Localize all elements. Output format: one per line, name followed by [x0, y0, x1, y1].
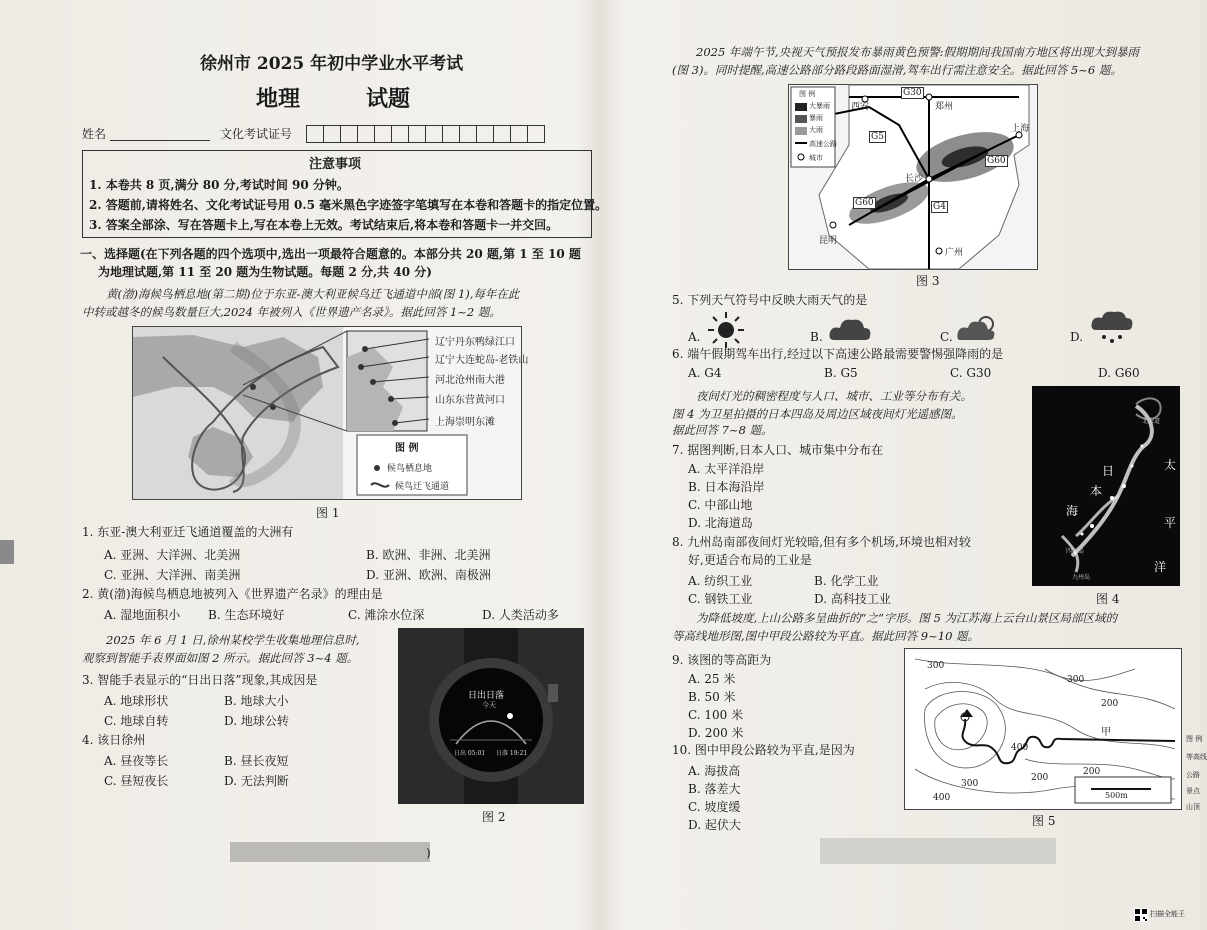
fig3-city-zhengzhou: 郑州	[935, 102, 954, 112]
fig4-label-ping: 平	[1164, 516, 1177, 530]
notice-box	[82, 150, 608, 238]
q2-option-b[interactable]: B. 生态环境好	[208, 608, 285, 622]
section-heading-line1: 一、选择题(在下列各题的四个选项中,选出一项最符合题意的。本部分共 20 题,第 1 至 10 题	[80, 247, 581, 261]
intro3-line1: 2025 年端午节,央视天气预报发布暴雨黄色预警:假期期间我国南方地区将出现大到暴雨	[696, 45, 1139, 59]
q6-option-d[interactable]: D. G60	[1098, 366, 1140, 380]
intro1-line1: 黄(渤)海候鸟栖息地(第二期)位于东亚-澳大利亚候鸟迁飞通道中部(图 1),每年在此	[106, 287, 520, 301]
fig1-site-1: 辽宁丹东鸭绿江口	[435, 337, 515, 348]
right-page	[670, 0, 1207, 900]
watch-sunrise: 日出 05:01	[454, 750, 486, 757]
q9-option-d[interactable]: D. 200 米	[688, 726, 744, 740]
subject-title: 地理	[256, 86, 301, 112]
fig4-label-ben: 本	[1090, 484, 1103, 498]
q5-stem: 5. 下列天气符号中反映大雨天气的是	[672, 293, 868, 307]
figure-1-caption: 图 1	[316, 506, 340, 520]
fig3-road-g60-east: G60	[987, 156, 1006, 166]
fig5-contour-label-3: 200	[1101, 699, 1119, 709]
fig5-contour-label-1: 300	[927, 661, 945, 671]
fig3-legend-heavy-storm: 大暴雨	[809, 102, 830, 110]
fig4-label-yang: 洋	[1154, 560, 1167, 574]
q6-option-a[interactable]: A. G4	[688, 366, 722, 380]
figure-4-night-lights	[1032, 386, 1180, 586]
scanner-watermark: 扫描全能王	[1150, 910, 1185, 918]
fig4-label-hokkaido: 北海道	[1142, 418, 1161, 425]
fig1-site-4: 山东东营黄河口	[435, 395, 505, 406]
fig5-road-label-jia: 甲	[1101, 727, 1111, 738]
q10-option-d[interactable]: D. 起伏大	[688, 818, 741, 832]
q7-stem: 7. 据图判断,日本人口、城市集中分布在	[672, 443, 884, 457]
q5-option-c[interactable]: C.	[940, 330, 953, 344]
figure-5-caption: 图 5	[1032, 814, 1056, 828]
figure-4-caption: 图 4	[1096, 592, 1120, 606]
fig3-legend-storm: 暴雨	[809, 114, 823, 122]
q10-option-c[interactable]: C. 坡度缓	[688, 800, 741, 814]
fig5-scale-label: 500m	[1105, 791, 1128, 800]
exam-title: 徐州市 2025 年初中学业水平考试	[200, 54, 464, 74]
left-page	[80, 0, 608, 900]
sun-icon	[706, 310, 746, 350]
fig3-legend-city: 城市	[809, 154, 823, 162]
intro3-line2: (图 3)。同时提醒,高速公路部分路段路面湿滑,驾车出行需注意安全。据此回答 5~6 题。	[672, 63, 1122, 77]
q1-option-d[interactable]: D. 亚洲、欧洲、南极洲	[366, 568, 491, 582]
q2-option-a[interactable]: A. 湿地面积小	[104, 608, 181, 622]
q1-option-b[interactable]: B. 欧洲、非洲、北美洲	[366, 548, 491, 562]
intro5-line1: 为降低坡度,上山公路多呈曲折的“之”字形。图 5 为江苏海上云台山景区局部区域的	[696, 611, 1118, 625]
overcast-cloud-icon	[828, 316, 872, 344]
fig5-contour-label-6: 300	[961, 779, 979, 789]
figure-2-svg	[398, 628, 584, 804]
figure-1-map	[132, 326, 529, 500]
partly-cloudy-icon	[956, 312, 1002, 344]
q5-option-b[interactable]: B.	[810, 330, 823, 344]
q8-option-c[interactable]: C. 钢铁工业	[688, 592, 753, 606]
q9-option-a[interactable]: A. 25 米	[688, 672, 736, 686]
figure-3-caption: 图 3	[916, 274, 940, 288]
q10-option-b[interactable]: B. 落差大	[688, 782, 741, 796]
fig5-contour-label-4: 200	[1083, 767, 1101, 777]
fig1-site-2: 辽宁大连蛇岛-老铁山	[435, 355, 529, 366]
q3-option-a[interactable]: A. 地球形状	[104, 694, 169, 708]
q4-option-b[interactable]: B. 昼长夜短	[224, 754, 289, 768]
figure-2-caption: 图 2	[482, 810, 506, 824]
q5-option-d[interactable]: D.	[1070, 330, 1084, 344]
q10-option-a[interactable]: A. 海拔高	[688, 764, 741, 778]
intro5-line2: 等高线地形图,图中甲段公路较为平直。据此回答 9~10 题。	[672, 629, 980, 643]
fig3-city-kunming: 昆明	[819, 236, 838, 246]
fig5-legend-scenic: 景点	[1186, 787, 1200, 795]
q4-option-d[interactable]: D. 无法判断	[224, 774, 289, 788]
fig1-legend-title: 图 例	[395, 443, 419, 454]
fig4-label-hai: 海	[1066, 504, 1079, 518]
q7-option-c[interactable]: C. 中部山地	[688, 498, 753, 512]
q9-stem: 9. 该图的等高距为	[672, 653, 772, 667]
intro1-line2: 中转或越冬的候鸟数量巨大,2024 年被列入《世界遗产名录》。据此回答 1~2 题。	[82, 305, 501, 319]
fig3-city-xian: 西安	[851, 102, 870, 112]
q4-option-c[interactable]: C. 昼短夜长	[104, 774, 169, 788]
figure-2-watch-photo	[398, 628, 584, 804]
page-number-strip	[230, 842, 430, 862]
name-label: 姓名	[82, 127, 107, 141]
notice-item-3: 3. 答案全部涂、写在答题卡上,写在本卷上无效。考试结束后,将本卷和答题卡一并交回。	[89, 218, 559, 232]
q7-option-a[interactable]: A. 太平洋沿岸	[688, 462, 765, 476]
notice-item-1: 1. 本卷共 8 页,满分 80 分,考试时间 90 分钟。	[89, 178, 349, 192]
fig3-road-g5: G5	[871, 132, 884, 142]
fig1-site-3: 河北沧州南大港	[435, 375, 505, 386]
q2-stem: 2. 黄(渤)海候鸟栖息地被列入《世界遗产名录》的理由是	[82, 587, 383, 601]
fig5-legend-road: 公路	[1186, 771, 1200, 779]
q6-option-c[interactable]: C. G30	[950, 366, 992, 380]
q8-option-a[interactable]: A. 纺织工业	[688, 574, 753, 588]
q2-option-c[interactable]: C. 滩涂水位深	[348, 608, 425, 622]
id-label: 文化考试证号	[220, 127, 293, 141]
fig4-label-ri: 日	[1102, 464, 1115, 478]
page-number-strip-right	[820, 838, 1056, 864]
watch-subtitle: 今天	[482, 701, 496, 709]
fig4-label-tai: 太	[1164, 458, 1177, 472]
fig1-legend-route: 候鸟迁飞通道	[395, 482, 450, 492]
fig3-city-shanghai: 上海	[1011, 124, 1030, 134]
subject-title-suffix: 试题	[366, 86, 411, 112]
fig5-contour-label-2: 300	[1067, 675, 1085, 685]
q10-stem: 10. 图中甲段公路较为平直,是因为	[672, 743, 855, 757]
q8-option-b[interactable]: B. 化学工业	[814, 574, 879, 588]
q7-option-b[interactable]: B. 日本海沿岸	[688, 480, 765, 494]
fig5-contour-label-5: 200	[1031, 773, 1049, 783]
intro4-line2: 图 4 为卫星拍摄的日本四岛及周边区域夜间灯光遥感图。	[672, 407, 963, 421]
q9-option-c[interactable]: C. 100 米	[688, 708, 744, 722]
fig3-road-g4: G4	[933, 202, 946, 212]
name-field[interactable]	[110, 140, 210, 141]
q2-option-d[interactable]: D. 人类活动多	[482, 608, 559, 622]
fig1-site-5: 上海崇明东滩	[435, 417, 495, 428]
fig3-road-g30: G30	[903, 88, 922, 98]
notice-item-2: 2. 答题前,请将姓名、文化考试证号用 0.5 毫米黑色字迹签字笔填写在本卷和答题卡的指定位置。	[89, 198, 608, 212]
fig5-contour-label-7: 400	[933, 793, 951, 803]
heavy-rain-icon	[1090, 310, 1134, 346]
q8-stem-line1: 8. 九州岛南部夜间灯光较暗,但有多个机场,环境也相对较	[672, 535, 971, 549]
q3-option-c[interactable]: C. 地球自转	[104, 714, 169, 728]
intro2-line1: 2025 年 6 月 1 日,徐州某校学生收集地理信息时,	[106, 633, 360, 647]
q7-option-d[interactable]: D. 北海道岛	[688, 516, 753, 530]
qr-code-icon	[1134, 908, 1148, 922]
fig4-label-shikoku: 四国岛	[1066, 548, 1085, 555]
fig5-contour-label-8: 400	[1011, 743, 1029, 753]
fig5-legend-peak: 山顶	[1186, 803, 1200, 811]
q5-option-a[interactable]: A.	[688, 330, 701, 344]
q6-option-b[interactable]: B. G5	[824, 366, 858, 380]
fig5-legend-title: 图 例	[1186, 735, 1203, 743]
edge-mark	[0, 540, 14, 564]
figure-5-contour-map	[904, 648, 1182, 810]
q8-option-d[interactable]: D. 高科技工业	[814, 592, 891, 606]
section-heading-line2: 为地理试题,第 11 至 20 题为生物试题。每题 2 分,共 40 分)	[98, 265, 432, 279]
fig3-legend-title: 图 例	[799, 90, 816, 98]
fig4-label-kyushu: 九州岛	[1072, 574, 1091, 581]
figure-3-map	[788, 84, 1038, 270]
fig3-road-g60-west: G60	[855, 198, 874, 208]
q8-stem-line2: 好,更适合布局的工业是	[688, 553, 812, 567]
watch-sunset: 日落 19:21	[496, 750, 528, 757]
q1-stem: 1. 东亚-澳大利亚迁飞通道覆盖的大洲有	[82, 525, 294, 539]
id-boxes[interactable]	[306, 125, 544, 143]
notice-heading: 注意事项	[309, 157, 362, 172]
intro4-line1: 夜间灯光的稠密程度与人口、城市、工业等分布有关。	[696, 389, 972, 403]
fig3-legend-heavy-rain: 大雨	[809, 126, 823, 134]
q1-option-a[interactable]: A. 亚洲、大洋洲、北美洲	[104, 548, 241, 562]
intro4-line3: 据此回答 7~8 题。	[672, 423, 773, 437]
fig3-legend-expressway: 高速公路	[809, 140, 837, 148]
fig1-legend-site: 候鸟栖息地	[387, 464, 433, 474]
q9-option-b[interactable]: B. 50 米	[688, 690, 736, 704]
q3-option-d[interactable]: D. 地球公转	[224, 714, 289, 728]
figure-5-svg	[905, 649, 1181, 809]
fig3-city-guangzhou: 广州	[945, 248, 964, 258]
q3-option-b[interactable]: B. 地球大小	[224, 694, 289, 708]
fig5-legend-contour: 等高线	[1186, 753, 1207, 761]
intro2-line2: 观察到智能手表界面如图 2 所示。据此回答 3~4 题。	[82, 651, 359, 665]
q6-stem: 6. 端午假期驾车出行,经过以下高速公路最需要警惕强降雨的是	[672, 347, 1004, 361]
watch-title: 日出日落	[468, 691, 505, 701]
left-footer-mark: )	[426, 846, 431, 860]
q4-option-a[interactable]: A. 昼夜等长	[104, 754, 169, 768]
fig3-city-changsha: 长沙	[905, 174, 924, 184]
q4-stem: 4. 该日徐州	[82, 733, 146, 747]
q1-option-c[interactable]: C. 亚洲、大洋洲、南美洲	[104, 568, 241, 582]
q3-stem: 3. 智能手表显示的“日出日落”现象,其成因是	[82, 673, 318, 687]
